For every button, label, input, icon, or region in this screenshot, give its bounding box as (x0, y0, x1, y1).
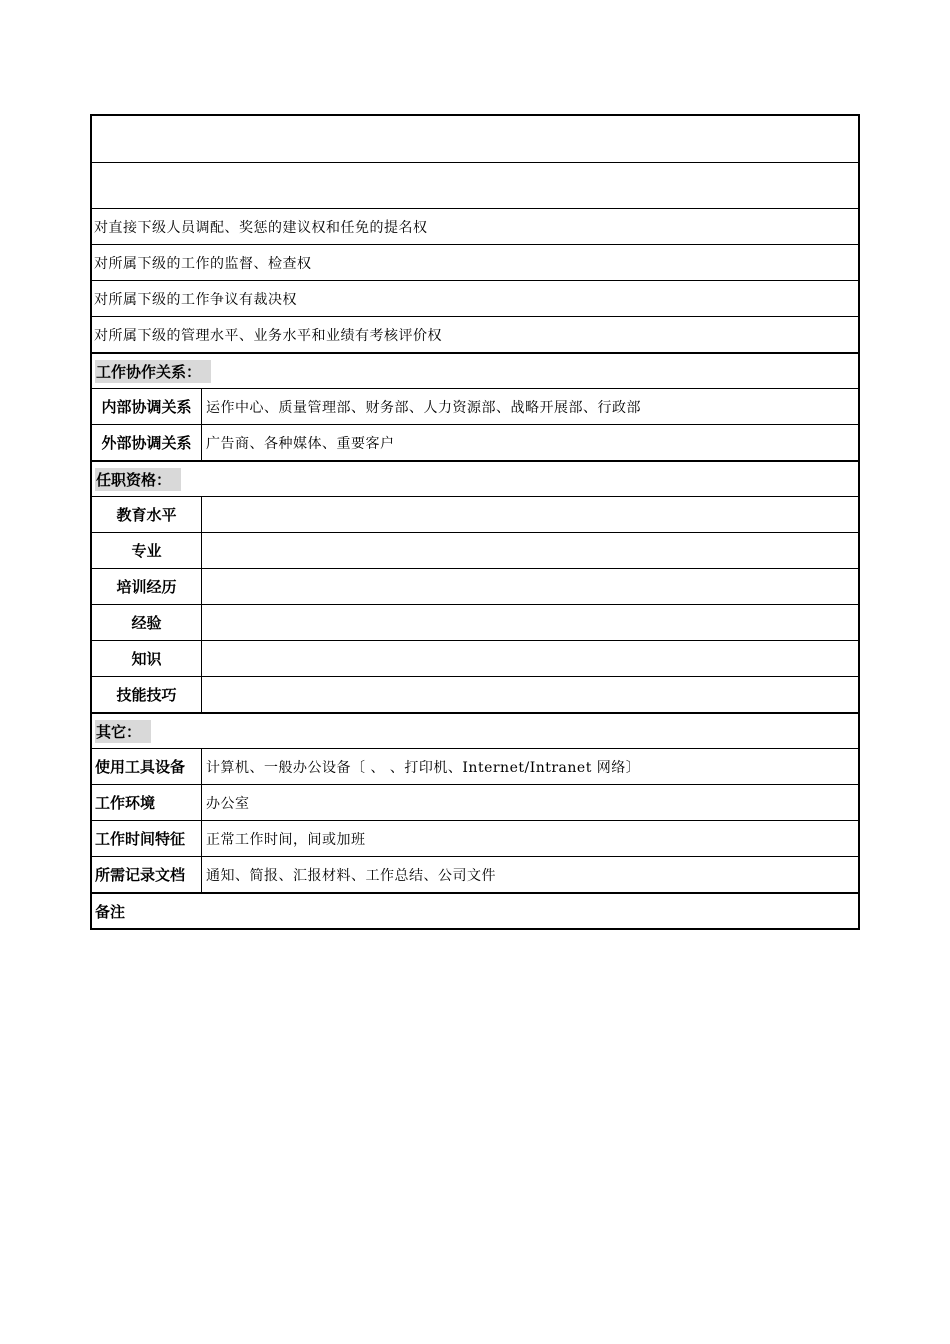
external-coordination-label: 外部协调关系 (92, 425, 202, 460)
authority-text (92, 116, 858, 162)
other-value: 正常工作时间，间或加班 (206, 831, 366, 848)
qualification-value (202, 605, 858, 640)
other-row (92, 820, 858, 856)
other-label: 工作环境 (92, 785, 202, 820)
authority-row (92, 280, 858, 316)
internal-coordination-row (92, 388, 858, 424)
qualification-row (92, 568, 858, 604)
authority-row-blank (92, 116, 858, 162)
remarks-label: 备注 (95, 902, 126, 921)
qualification-value (202, 641, 858, 676)
qualification-label: 教育水平 (92, 497, 202, 532)
qualifications-section-header (92, 460, 858, 496)
qualification-value (202, 497, 858, 532)
authority-row (92, 208, 858, 244)
other-title: 其它： (95, 720, 151, 743)
qualification-value (202, 533, 858, 568)
external-coordination-row (92, 424, 858, 460)
qualification-row (92, 496, 858, 532)
other-value: 办公室 (206, 795, 250, 812)
authority-text: 对所属下级的工作的监督、检查权 (94, 255, 312, 272)
qualification-label: 专业 (92, 533, 202, 568)
authority-text: 对所属下级的工作争议有裁决权 (94, 291, 297, 308)
qualification-row (92, 532, 858, 568)
qualification-label: 知识 (92, 641, 202, 676)
qualification-value (202, 569, 858, 604)
cooperation-section-header (92, 352, 858, 388)
job-description-table (90, 114, 860, 930)
internal-coordination-value: 运作中心、质量管理部、财务部、人力资源部、战略开展部、行政部 (206, 399, 641, 416)
other-label: 工作时间特征 (92, 821, 202, 856)
authority-row-blank (92, 162, 858, 208)
other-label: 所需记录文档 (92, 857, 202, 892)
other-row (92, 748, 858, 784)
internal-coordination-label: 内部协调关系 (92, 389, 202, 424)
qualification-label: 经验 (92, 605, 202, 640)
cooperation-title: 工作协作关系： (95, 360, 211, 383)
external-coordination-value: 广告商、各种媒体、重要客户 (206, 435, 395, 452)
qualification-label: 培训经历 (92, 569, 202, 604)
authority-text: 对所属下级的管理水平、业务水平和业绩有考核评价权 (94, 327, 442, 344)
other-section-header (92, 712, 858, 748)
other-label: 使用工具设备 (92, 749, 202, 784)
other-value: 计算机、一般办公设备〔 、 、打印机、Internet/Intranet 网络〕 (206, 759, 641, 776)
other-row (92, 856, 858, 892)
authority-row (92, 244, 858, 280)
qualification-row (92, 604, 858, 640)
qualifications-title: 任职资格： (95, 468, 181, 491)
qualification-value (202, 677, 858, 712)
remarks-row (92, 892, 858, 928)
qualification-row (92, 676, 858, 712)
authority-text: 对直接下级人员调配、奖惩的建议权和任免的提名权 (94, 219, 428, 236)
other-value: 通知、简报、汇报材料、工作总结、公司文件 (206, 867, 496, 884)
authority-row (92, 316, 858, 352)
other-row (92, 784, 858, 820)
authority-text (92, 163, 858, 208)
qualification-row (92, 640, 858, 676)
qualification-label: 技能技巧 (92, 677, 202, 712)
